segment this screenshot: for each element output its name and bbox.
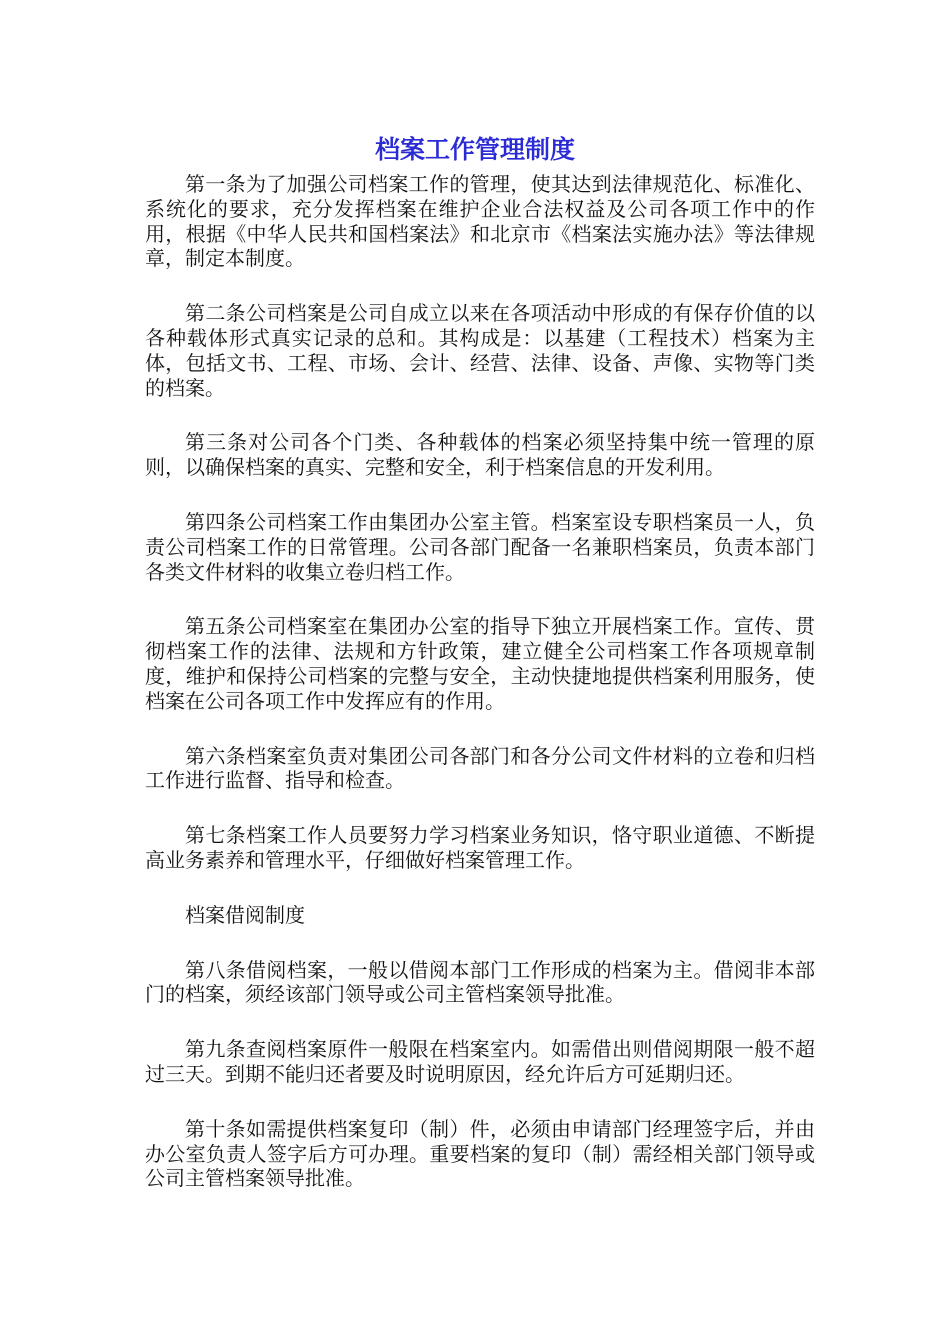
article-7: 第七条档案工作人员要努力学习档案业务知识，恪守职业道德、不断提高业务素养和管理水平，仔细做好档案管理工作。 xyxy=(145,823,815,872)
article-4: 第四条公司档案工作由集团办公室主管。档案室设专职档案员一人，负责公司档案工作的日常管理。公司各部门配备一名兼职档案员，负责本部门各类文件材料的收集立卷归档工作。 xyxy=(145,509,815,584)
article-6: 第六条档案室负责对集团公司各部门和各分公司文件材料的立卷和归档工作进行监督、指导和检查。 xyxy=(145,743,815,793)
article-8: 第八条借阅档案，一般以借阅本部门工作形成的档案为主。借阅非本部门的档案，须经该部门领导或公司主管档案领导批准。 xyxy=(145,957,815,1007)
article-5: 第五条公司档案室在集团办公室的指导下独立开展档案工作。宣传、贯彻档案工作的法律、法规和方针政策，建立健全公司档案工作各项规章制度，维护和保持公司档案的完整与安全，主动快捷地提供档案利用服务，使档案在公司各项工作中发挥应有的作用。 xyxy=(145,614,815,713)
article-1: 第一条为了加强公司档案工作的管理，使其达到法律规范化、标准化、系统化的要求，充分发挥档案在维护企业合法权益及公司各项工作中的作用，根据《中华人民共和国档案法》和北京市《档案法实施办法》等法律规章，制定本制度。 xyxy=(145,172,815,271)
document-title: 档案工作管理制度 xyxy=(374,135,575,164)
article-2: 第二条公司档案是公司自成立以来在各项活动中形成的有保存价值的以各种载体形式真实记录的总和。其构成是：以基建（工程技术）档案为主体，包括文书、工程、市场、会计、经营、法律、设备、声像、实物等门类的档案。 xyxy=(145,301,815,400)
section-heading-borrowing: 档案借阅制度 xyxy=(185,902,305,927)
article-3: 第三条对公司各个门类、各种载体的档案必须坚持集中统一管理的原则，以确保档案的真实、完整和安全，利于档案信息的开发利用。 xyxy=(145,430,815,480)
article-10: 第十条如需提供档案复印（制）件，必须由申请部门经理签字后，并由办公室负责人签字后方可办理。重要档案的复印（制）需经相关部门领导或公司主管档案领导批准。 xyxy=(145,1116,815,1191)
article-9: 第九条查阅档案原件一般限在档案室内。如需借出则借阅期限一般不超过三天。到期不能归还者要及时说明原因，经允许后方可延期归还。 xyxy=(145,1037,815,1086)
document-body xyxy=(145,172,815,1221)
